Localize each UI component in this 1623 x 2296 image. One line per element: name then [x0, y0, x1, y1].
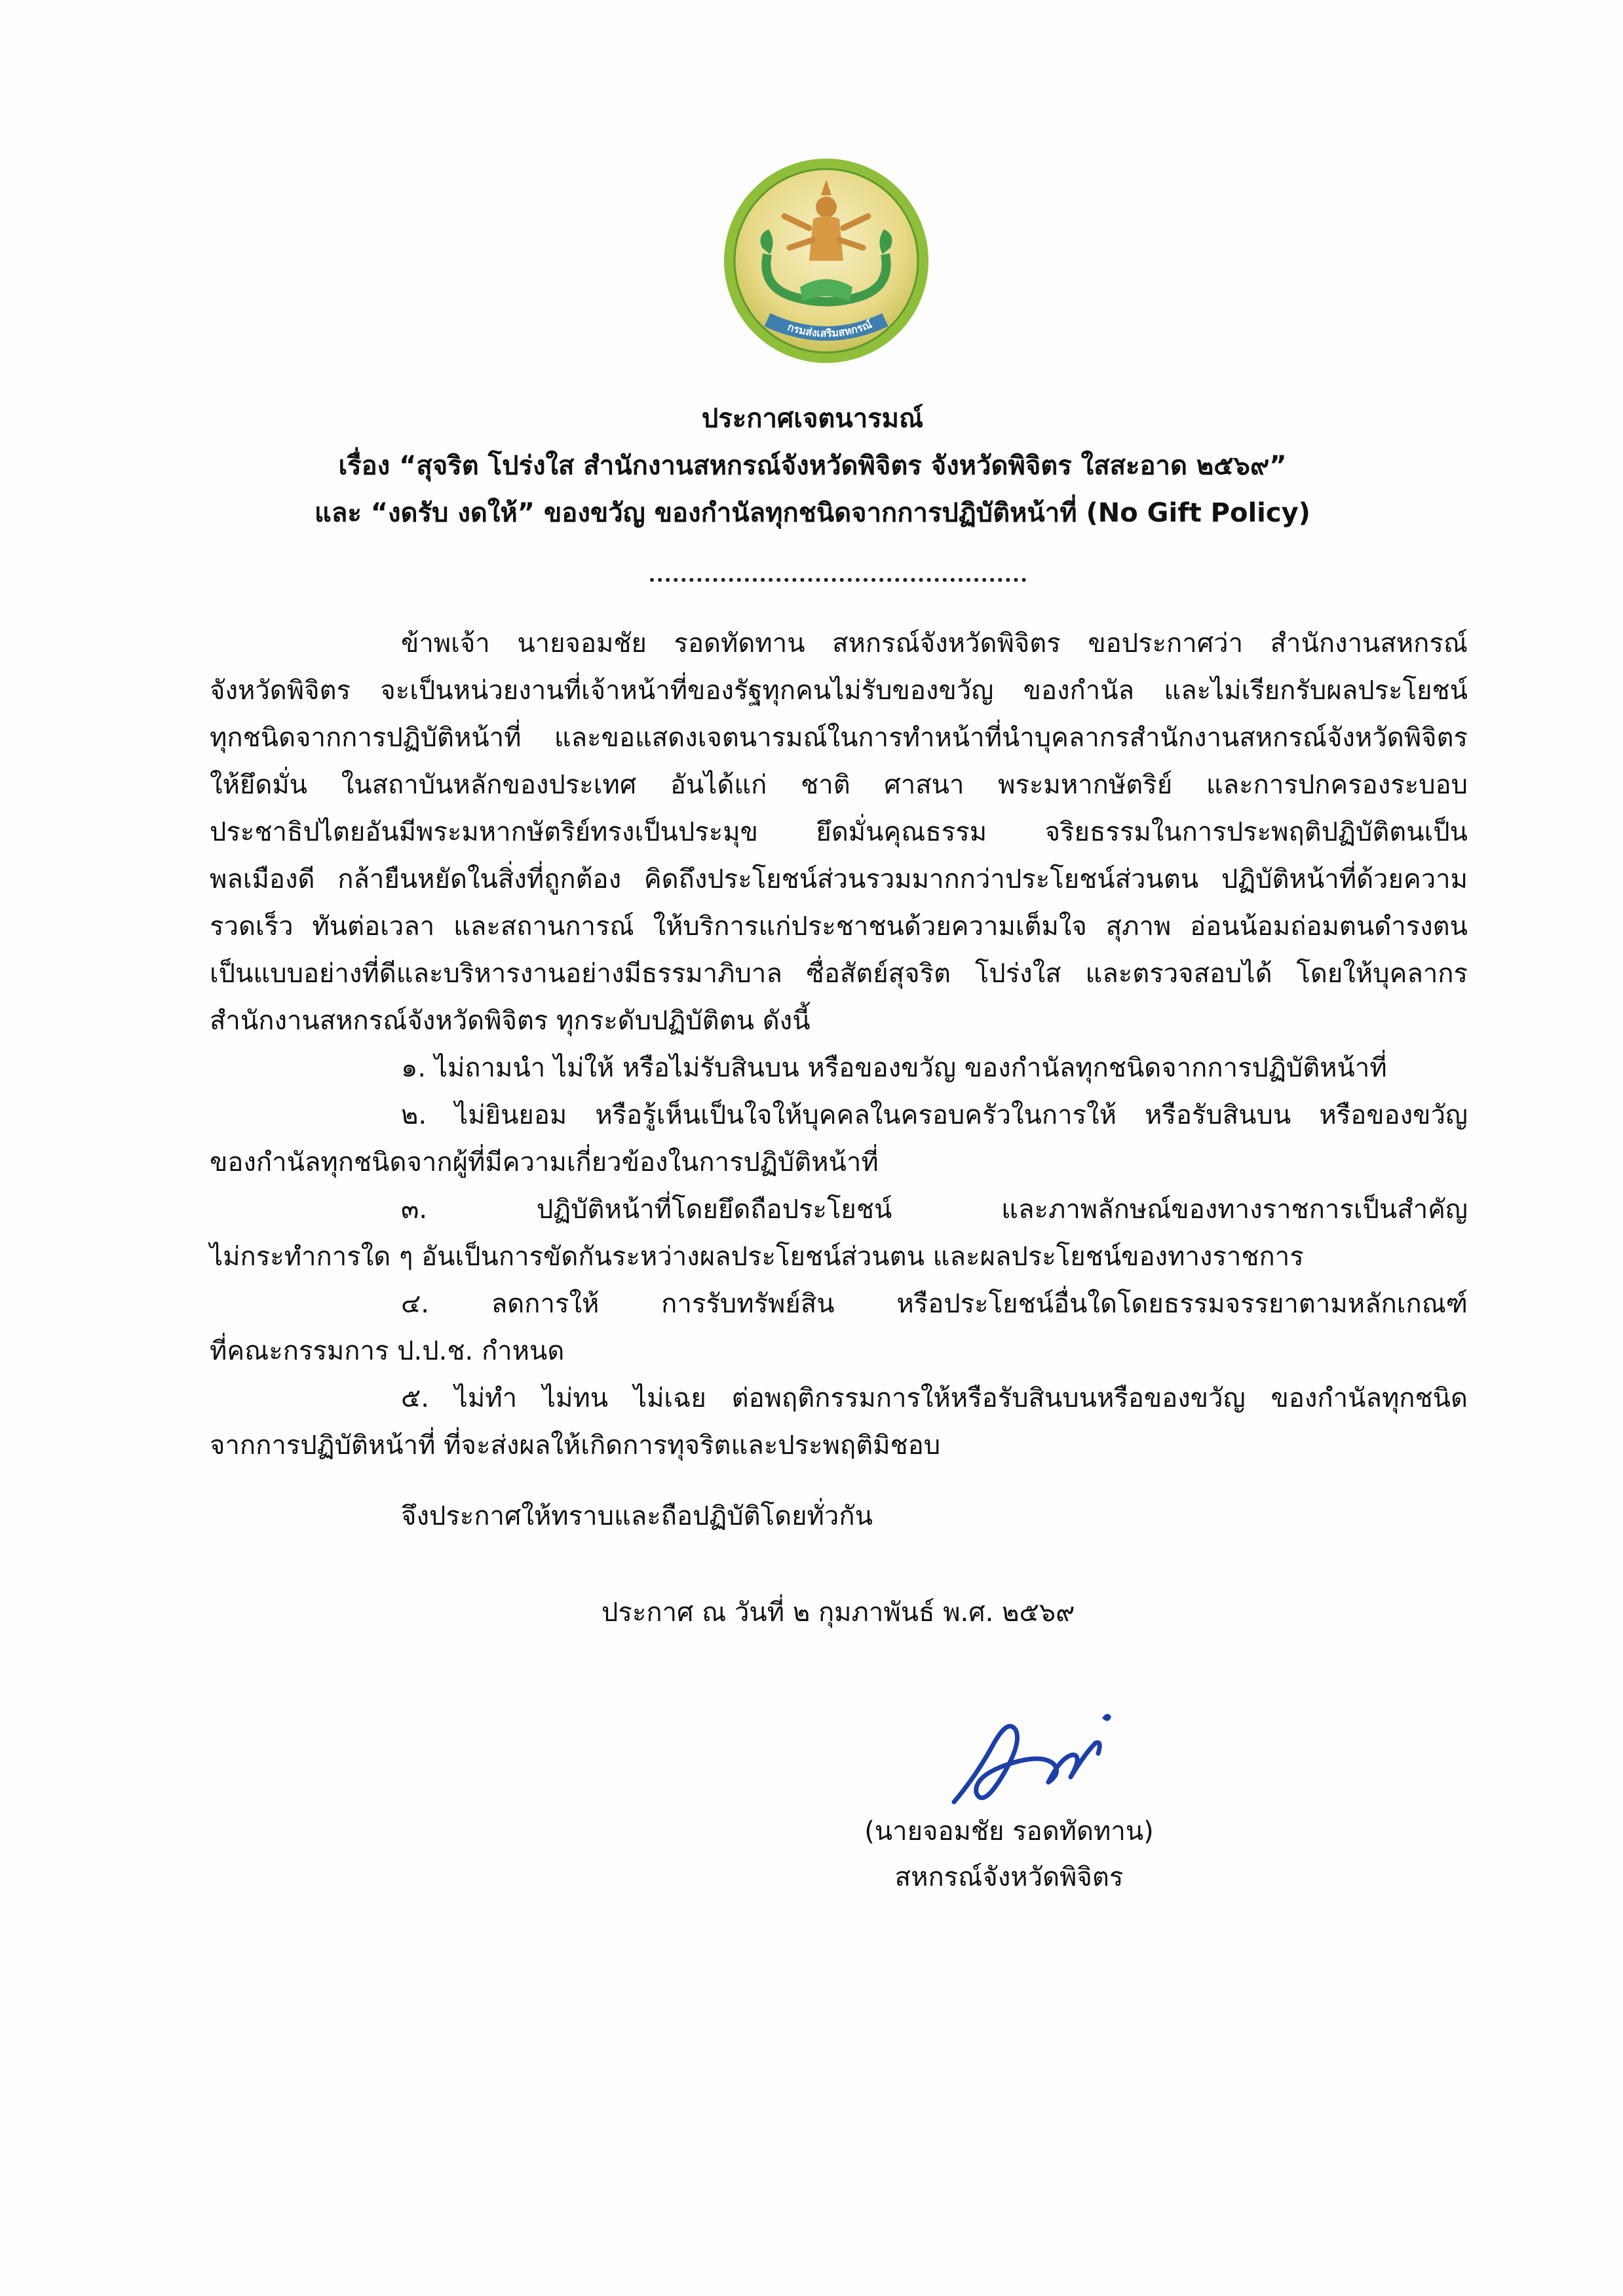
announcement-date: ประกาศ ณ วันที่ ๒ กุมภาพันธ์ พ.ศ. ๒๕๖๙ — [601, 1598, 1075, 1628]
signer-title: สหกรณ์จังหวัดพิจิตร — [894, 1862, 1124, 1892]
list-item-5: ๕. ไม่ทำ ไม่ทน ไม่เฉย ต่อพฤติกรรมการให้หรือรับสินบนหรือของขวัญ ของกำนัลทุกชนิด — [401, 1383, 1468, 1413]
paragraph-line: รวดเร็ว ทันต่อเวลา และสถานการณ์ ให้บริการแก่ประชาชนด้วยความเต็มใจ สุภาพ อ่อนน้อมถ่อมตนดำรงตน — [210, 911, 1468, 942]
signer-name: (นายจอมชัย รอดทัดทาน) — [864, 1816, 1154, 1846]
list-item-3-cont: ไม่กระทำการใด ๆ อันเป็นการขัดกันระหว่างผลประโยชน์ส่วนตน และผลประโยชน์ของทางราชการ — [210, 1242, 1304, 1272]
list-item-2: ๒. ไม่ยินยอม หรือรู้เห็นเป็นใจให้บุคคลในครอบครัวในการให้ หรือรับสินบน หรือของขวัญ — [401, 1100, 1468, 1130]
cooperative-seal-icon — [721, 156, 931, 366]
list-item-4-cont: ที่คณะกรรมการ ป.ป.ช. กำหนด — [210, 1336, 565, 1366]
list-item-3: ๓. ปฏิบัติหน้าที่โดยยึดถือประโยชน์ และภาพลักษณ์ของทางราชการเป็นสำคัญ — [401, 1195, 1468, 1225]
paragraph-line: สำนักงานสหกรณ์จังหวัดพิจิตร ทุกระดับปฏิบัติตน ดังนี้ — [210, 1006, 811, 1036]
list-item-4: ๔. ลดการให้ การรับทรัพย์สิน หรือประโยชน์อื่นใดโดยธรรมจรรยาตามหลักเกณฑ์ — [401, 1289, 1468, 1319]
seal-text: กรมส่งเสริมสหกรณ์ — [786, 318, 874, 340]
list-item-1: ๑. ไม่ถามนำ ไม่ให้ หรือไม่รับสินบน หรือของขวัญ ของกำนัลทุกชนิดจากการปฏิบัติหน้าที่ — [401, 1053, 1387, 1083]
signature-mark — [930, 1677, 1127, 1822]
paragraph-line: พลเมืองดี กล้ายืนหยัดในสิ่งที่ถูกต้อง คิดถึงประโยชน์ส่วนรวมมากกว่าประโยชน์ส่วนตน ปฏิบัติหน้าที่ด้วยความ — [210, 864, 1468, 894]
paragraph-line: ประชาธิปไตยอันมีพระมหากษัตริย์ทรงเป็นประมุข ยึดมั่นคุณธรรม จริยธรรมในการประพฤติปฏิบัติตนเป็น — [210, 817, 1468, 847]
paragraph-line: จังหวัดพิจิตร จะเป็นหน่วยงานที่เจ้าหน้าที่ของรัฐทุกคนไม่รับของขวัญ ของกำนัล และไม่เรียกรับผลประโยชน์ — [210, 676, 1468, 706]
list-item-2-cont: ของกำนัลทุกชนิดจากผู้ที่มีความเกี่ยวข้องในการปฏิบัติหน้าที่ — [210, 1147, 879, 1177]
dotted-divider — [650, 571, 1026, 582]
paragraph-line: ให้ยึดมั่น ในสถาบันหลักของประเทศ อันได้แก่ ชาติ ศาสนา พระมหากษัตริย์ และการปกครองระบอบ — [210, 770, 1468, 800]
announcement-subject: เรื่อง “สุจริต โปร่งใส สำนักงานสหกรณ์จังหวัดพิจิตร จังหวัดพิจิตร ใสสะอาด ๒๕๖๙” — [338, 451, 1287, 481]
closing-statement: จึงประกาศให้ทราบและถือปฏิบัติโดยทั่วกัน — [401, 1501, 873, 1531]
announcement-title: ประกาศเจตนารมณ์ — [701, 404, 924, 434]
paragraph-line: เป็นแบบอย่างที่ดีและบริหารงานอย่างมีธรรมาภิบาล ซื่อสัตย์สุจริต โปร่งใส และตรวจสอบได้ โดยให้บุคลากร — [210, 959, 1468, 989]
paragraph-line: ทุกชนิดจากการปฏิบัติหน้าที่ และขอแสดงเจตนารมณ์ในการทำหน้าที่นำบุคลากรสำนักงานสหกรณ์จังหวัดพิจิตร — [210, 723, 1468, 753]
policy-subtitle: และ “งดรับ งดให้” ของขวัญ ของกำนัลทุกชนิดจากการปฏิบัติหน้าที่ (No Gift Policy) — [315, 498, 1310, 528]
paragraph-line: ข้าพเจ้า นายจอมชัย รอดทัดทาน สหกรณ์จังหวัดพิจิตร ขอประกาศว่า สำนักงานสหกรณ์ — [401, 628, 1468, 659]
list-item-5-cont: จากการปฏิบัติหน้าที่ ที่จะส่งผลให้เกิดการทุจริตและประพฤติมิชอบ — [210, 1430, 941, 1461]
